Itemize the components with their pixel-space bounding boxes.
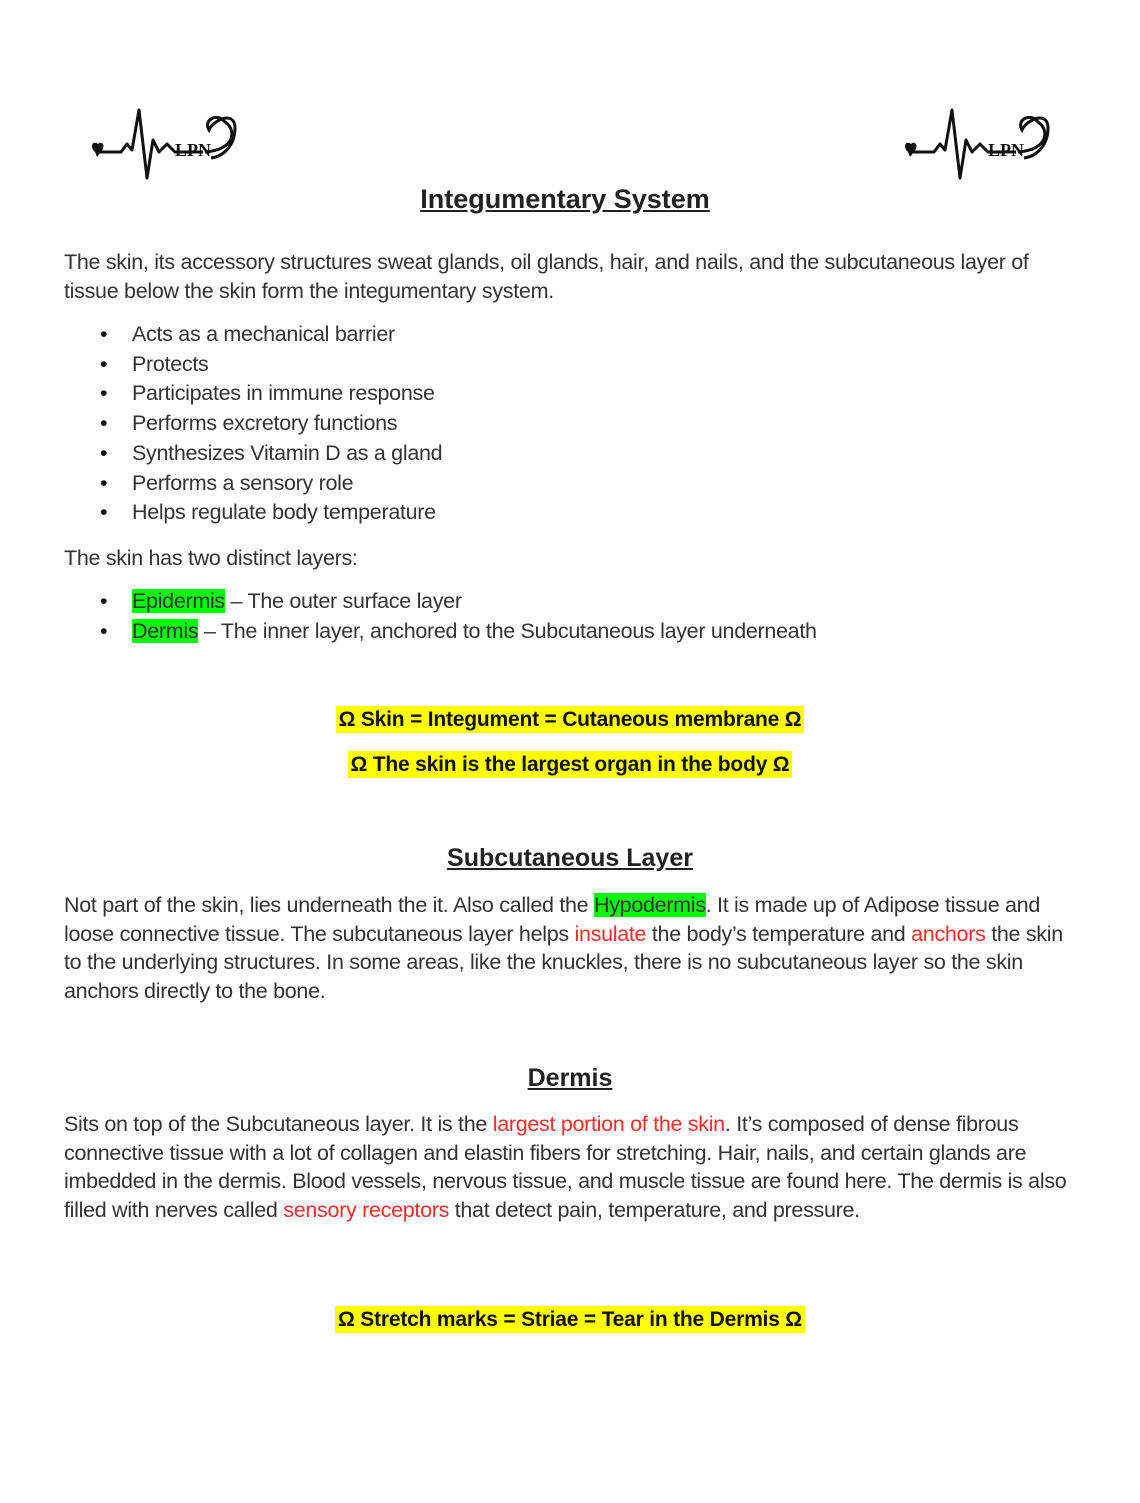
intro-paragraph: The skin, its accessory structures sweat glands, oil glands, hair, and nails, and the subcutaneous layer of tissue below the skin form the integumentary system. [64,250,1029,303]
functions-list [64,320,442,528]
list-item: • Acts as a mechanical barrier [132,320,442,350]
anchors-term: anchors [911,921,986,946]
list-item: • Performs a sensory role [132,469,442,499]
list-item: • Helps regulate body temperature [132,498,442,528]
epidermis-desc: – The outer surface layer [224,589,462,613]
list-item: • Synthesizes Vitamin D as a gland [132,439,442,469]
hypodermis-term: Hypodermis [593,893,706,917]
largest-portion-term: largest portion of the skin [492,1112,725,1136]
lpn-heartbeat-logo-right [898,100,1058,185]
list-item-epidermis [132,587,817,617]
layers-intro: The skin has two distinct layers: [64,546,358,570]
list-item: • Protects [132,350,442,380]
lpn-heartbeat-logo-left [85,100,245,185]
stretch-marks-callout: Ω Stretch marks = Striae = Tear in the Dermis Ω [0,1308,1140,1332]
logo-text: LPN [988,140,1024,160]
layers-list [64,587,817,646]
dermis-desc: – The inner layer, anchored to the Subcutaneous layer underneath [198,618,817,643]
subcutaneous-heading: Subcutaneous Layer [447,844,693,872]
epidermis-term: Epidermis [132,589,225,613]
sensory-receptors-term: sensory receptors [283,1197,450,1222]
largest-organ-callout: Ω The skin is the largest organ in the body Ω [0,753,1140,777]
skin-callout: Ω Skin = Integument = Cutaneous membrane Ω [0,708,1140,732]
page-title: Integumentary System [420,184,710,214]
logo-text: LPN [175,140,211,160]
list-item: • Performs excretory functions [132,409,442,439]
dermis-paragraph: Sits on top of the Subcutaneous layer. It is the largest portion of the skin. It’s composed of dense fibrous connective tissue with a lot of collagen and elastin fibers for stretching. Hair, nails, and certain glands are imbedded in the dermis. Blood vessels, nervous tissue, and muscle tissue are found here. The dermis is also filled with nerves called sensory receptors that detect pain, temperature, and pressure. [64,1112,1067,1222]
dermis-term: Dermis [132,618,199,643]
dermis-heading: Dermis [527,1064,613,1092]
list-item: • Participates in immune response [132,379,442,409]
insulate-term: insulate [574,921,647,946]
subcutaneous-paragraph: Not part of the skin, lies underneath the it. Also called the Hypodermis. It is made up of Adipose tissue and loose connective tissue. The subcutaneous layer helps insulate the body’s temperature and anchors the skin to the underlying structures. In some areas, like the knuckles, there is no subcutaneous layer so the skin anchors directly to the bone. [64,893,1063,1003]
list-item-dermis [132,617,817,647]
